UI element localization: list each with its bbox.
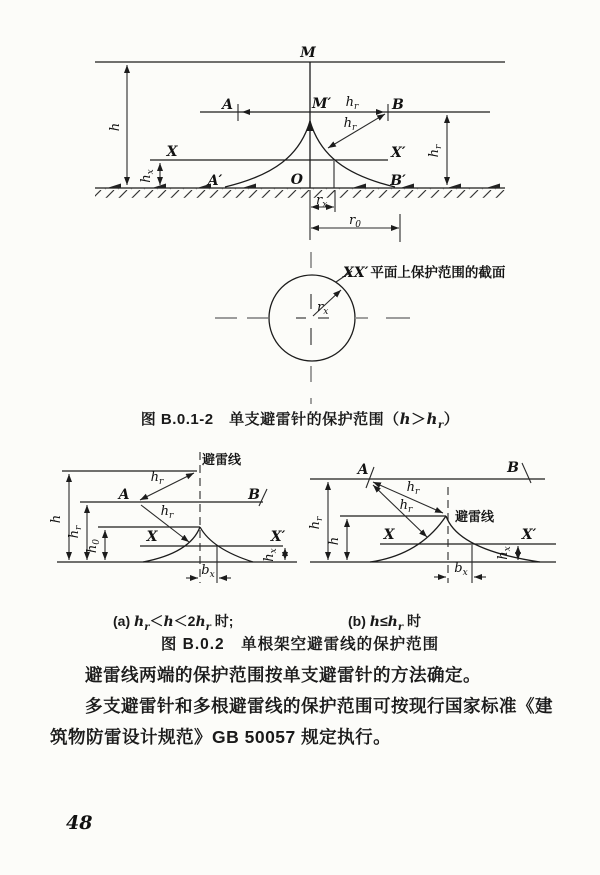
label-rx-radius: $r_x$ <box>317 300 329 317</box>
label-bx-dim-b: $b_x$ <box>454 561 468 578</box>
label-hr-upper-a: $h_r$ <box>150 470 164 487</box>
label-X-prime: X′ <box>391 145 406 161</box>
label-B-fig-a: B <box>248 487 260 503</box>
figure-b012-caption: 图 B.0.1-2 单支避雷针的保护范围$(h>h_r)$ <box>140 410 460 431</box>
figure-single-rod <box>95 45 505 242</box>
label-X-fig-a: X <box>146 529 158 545</box>
label-Xp-fig-a: X′ <box>270 529 286 545</box>
needle-tip <box>307 119 314 131</box>
ground-hatching <box>95 189 505 198</box>
label-h-dim-b: h <box>327 536 342 546</box>
figure-b <box>308 460 556 583</box>
ground-marks <box>107 184 500 189</box>
label-O: O <box>290 172 303 188</box>
body-text <box>50 660 564 753</box>
caption-sub-a: (a) $h_r<h<2h_r$ 时; <box>113 613 234 633</box>
label-Xp-fig-b: X′ <box>521 527 537 543</box>
label-hr-dim-b: $h_r$ <box>308 516 325 530</box>
paragraph-2-line-2: 筑物防雷设计规范》GB 50057 规定执行。 <box>50 727 392 747</box>
label-hx-dim: $h_x$ <box>139 169 156 183</box>
label-wire-b: 避雷线 <box>455 509 495 524</box>
label-h0-dim-a: $h_0$ <box>85 538 102 554</box>
label-B-prime: B′ <box>390 173 406 189</box>
label-hr-lower-b: $h_r$ <box>399 498 413 515</box>
label-h-dim: h <box>108 122 123 132</box>
label-A-fig-b: A <box>357 462 369 478</box>
figure-cross-section <box>215 252 506 404</box>
label-hr-horizontal: $h_r$ <box>345 95 359 112</box>
label-r0-dim: $r_0$ <box>349 213 361 230</box>
label-A-fig-a: A <box>118 487 130 503</box>
paragraph-1: 避雷线两端的保护范围按单支避雷针的方法确定。 <box>85 665 481 685</box>
figure-b02-caption: 图 B.0.2 单根架空避雷线的保护范围 <box>160 636 440 653</box>
label-hr-dim-right: $h_r$ <box>427 144 444 158</box>
label-hx-dim-b: $h_x$ <box>496 546 513 560</box>
label-A-prime: A′ <box>207 173 223 189</box>
label-hr-lower-a: $h_r$ <box>160 504 174 521</box>
label-X: X <box>166 144 178 160</box>
label-hr-upper-b: $h_r$ <box>406 480 420 497</box>
label-A: A <box>222 97 233 113</box>
label-M: M <box>300 45 316 61</box>
label-wire-a: 避雷线 <box>202 452 242 467</box>
label-rx-dim: $r_x$ <box>316 193 328 210</box>
label-section-title: XX′ 平面上保护范围的截面 <box>343 265 506 281</box>
label-bx-dim-a: $b_x$ <box>201 563 215 580</box>
label-B-fig-b: B <box>507 460 519 476</box>
label-hr-diagonal: $h_r$ <box>343 116 357 133</box>
label-hr-dim-a: $h_r$ <box>67 525 84 539</box>
figure-a <box>49 452 297 583</box>
caption-sub-b: (b) $h\le h_r$ 时 <box>348 613 421 633</box>
label-h-dim-a: h <box>49 514 64 524</box>
paragraph-2-line-1: 多支避雷针和多根避雷线的保护范围可按现行国家标准《建 <box>85 696 553 716</box>
label-B: B <box>392 97 404 113</box>
label-M-prime: M′ <box>312 96 332 112</box>
label-hx-dim-a: $h_x$ <box>262 548 279 562</box>
page-number: 48 <box>66 812 93 834</box>
label-X-fig-b: X <box>383 527 395 543</box>
